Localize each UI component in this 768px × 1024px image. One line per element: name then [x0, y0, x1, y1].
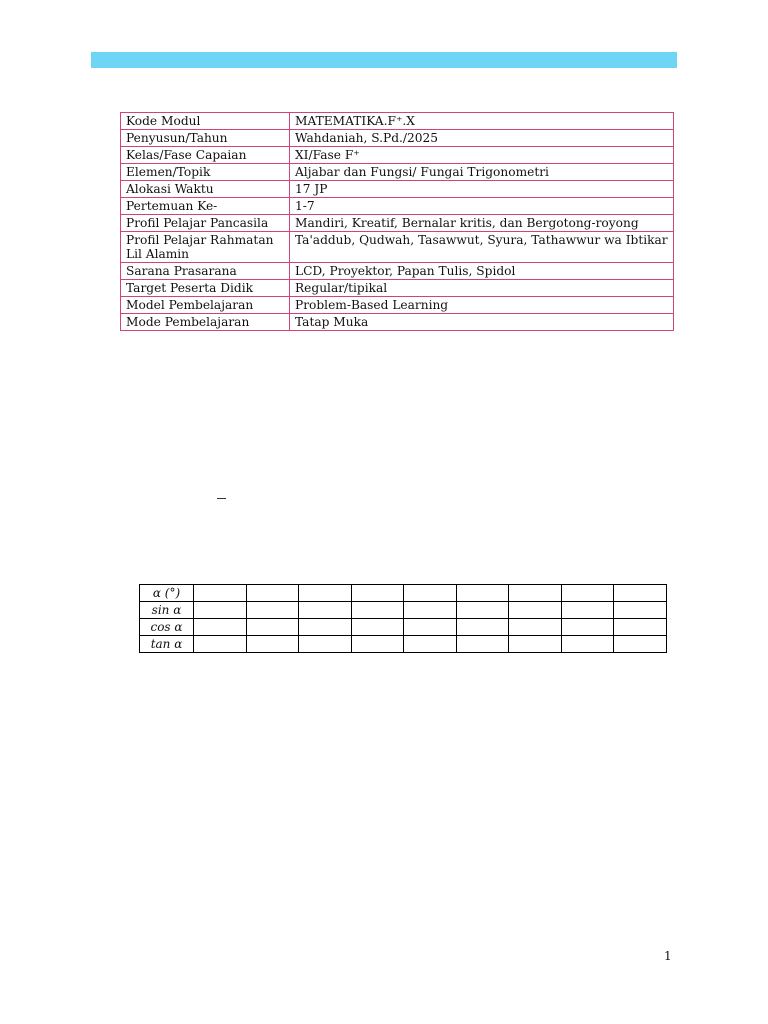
table-row [121, 215, 674, 232]
trig-cell [614, 602, 667, 619]
dash-mark [217, 498, 226, 499]
trig-cell [404, 636, 457, 653]
trig-row-label: α (°) [140, 585, 194, 602]
row-value: Wahdaniah, S.Pd./2025 [290, 130, 674, 147]
table-row [121, 181, 674, 198]
trig-cell [561, 636, 614, 653]
row-key: Target Peserta Didik [121, 280, 290, 297]
trig-cell [561, 585, 614, 602]
trig-table-row [140, 585, 667, 602]
row-value: MATEMATIKA.F⁺.X [290, 113, 674, 130]
row-key: Pertemuan Ke- [121, 198, 290, 215]
page-number: 1 [664, 949, 672, 963]
row-value: 1-7 [290, 198, 674, 215]
table-row [121, 314, 674, 331]
row-key: Sarana Prasarana [121, 263, 290, 280]
trig-cell [561, 602, 614, 619]
row-value: Regular/tipikal [290, 280, 674, 297]
trig-row-label: sin α [140, 602, 194, 619]
trig-cell [299, 585, 352, 602]
row-value: XI/Fase F⁺ [290, 147, 674, 164]
trig-cell [404, 619, 457, 636]
trig-cell [561, 619, 614, 636]
trig-cell [404, 602, 457, 619]
row-value: Ta'addub, Qudwah, Tasawwut, Syura, Tathawwur wa Ibtikar [290, 232, 674, 263]
trig-table-row [140, 602, 667, 619]
row-key: Kelas/Fase Capaian [121, 147, 290, 164]
row-value: 17 JP [290, 181, 674, 198]
trig-cell [246, 636, 299, 653]
trig-cell [299, 619, 352, 636]
trig-cell [246, 585, 299, 602]
table-row [121, 297, 674, 314]
table-row [121, 113, 674, 130]
row-key: Penyusun/Tahun [121, 130, 290, 147]
row-value: Problem-Based Learning [290, 297, 674, 314]
trig-cell [456, 636, 509, 653]
table-row [121, 232, 674, 263]
trig-cell [456, 619, 509, 636]
row-value: Tatap Muka [290, 314, 674, 331]
table-row [121, 147, 674, 164]
trig-table-row [140, 636, 667, 653]
trig-cell [351, 602, 404, 619]
row-value: Mandiri, Kreatif, Bernalar kritis, dan Bergotong-royong [290, 215, 674, 232]
trig-row-label: tan α [140, 636, 194, 653]
trig-cell [614, 585, 667, 602]
trig-row-label: cos α [140, 619, 194, 636]
trig-value-table [139, 584, 667, 653]
trig-cell [299, 602, 352, 619]
trig-cell [614, 619, 667, 636]
trig-cell [509, 636, 562, 653]
trig-cell [614, 636, 667, 653]
trig-table-row [140, 619, 667, 636]
trig-cell [404, 585, 457, 602]
trig-cell [194, 636, 247, 653]
header-bar [91, 52, 677, 68]
row-key: Model Pembelajaran [121, 297, 290, 314]
table-row [121, 280, 674, 297]
trig-cell [351, 585, 404, 602]
trig-cell [194, 585, 247, 602]
row-key: Profil Pelajar Rahmatan Lil Alamin [121, 232, 290, 263]
row-key: Mode Pembelajaran [121, 314, 290, 331]
trig-cell [246, 619, 299, 636]
row-value: Aljabar dan Fungsi/ Fungai Trigonometri [290, 164, 674, 181]
trig-cell [246, 602, 299, 619]
module-info-table [120, 112, 674, 331]
row-key: Profil Pelajar Pancasila [121, 215, 290, 232]
row-key: Kode Modul [121, 113, 290, 130]
table-row [121, 198, 674, 215]
trig-cell [351, 619, 404, 636]
trig-cell [509, 602, 562, 619]
trig-cell [299, 636, 352, 653]
trig-cell [351, 636, 404, 653]
row-key: Alokasi Waktu [121, 181, 290, 198]
table-row [121, 164, 674, 181]
row-key: Elemen/Topik [121, 164, 290, 181]
trig-cell [456, 585, 509, 602]
trig-cell [194, 619, 247, 636]
trig-cell [509, 585, 562, 602]
trig-cell [456, 602, 509, 619]
row-value: LCD, Proyektor, Papan Tulis, Spidol [290, 263, 674, 280]
trig-cell [509, 619, 562, 636]
table-row [121, 130, 674, 147]
trig-cell [194, 602, 247, 619]
table-row [121, 263, 674, 280]
